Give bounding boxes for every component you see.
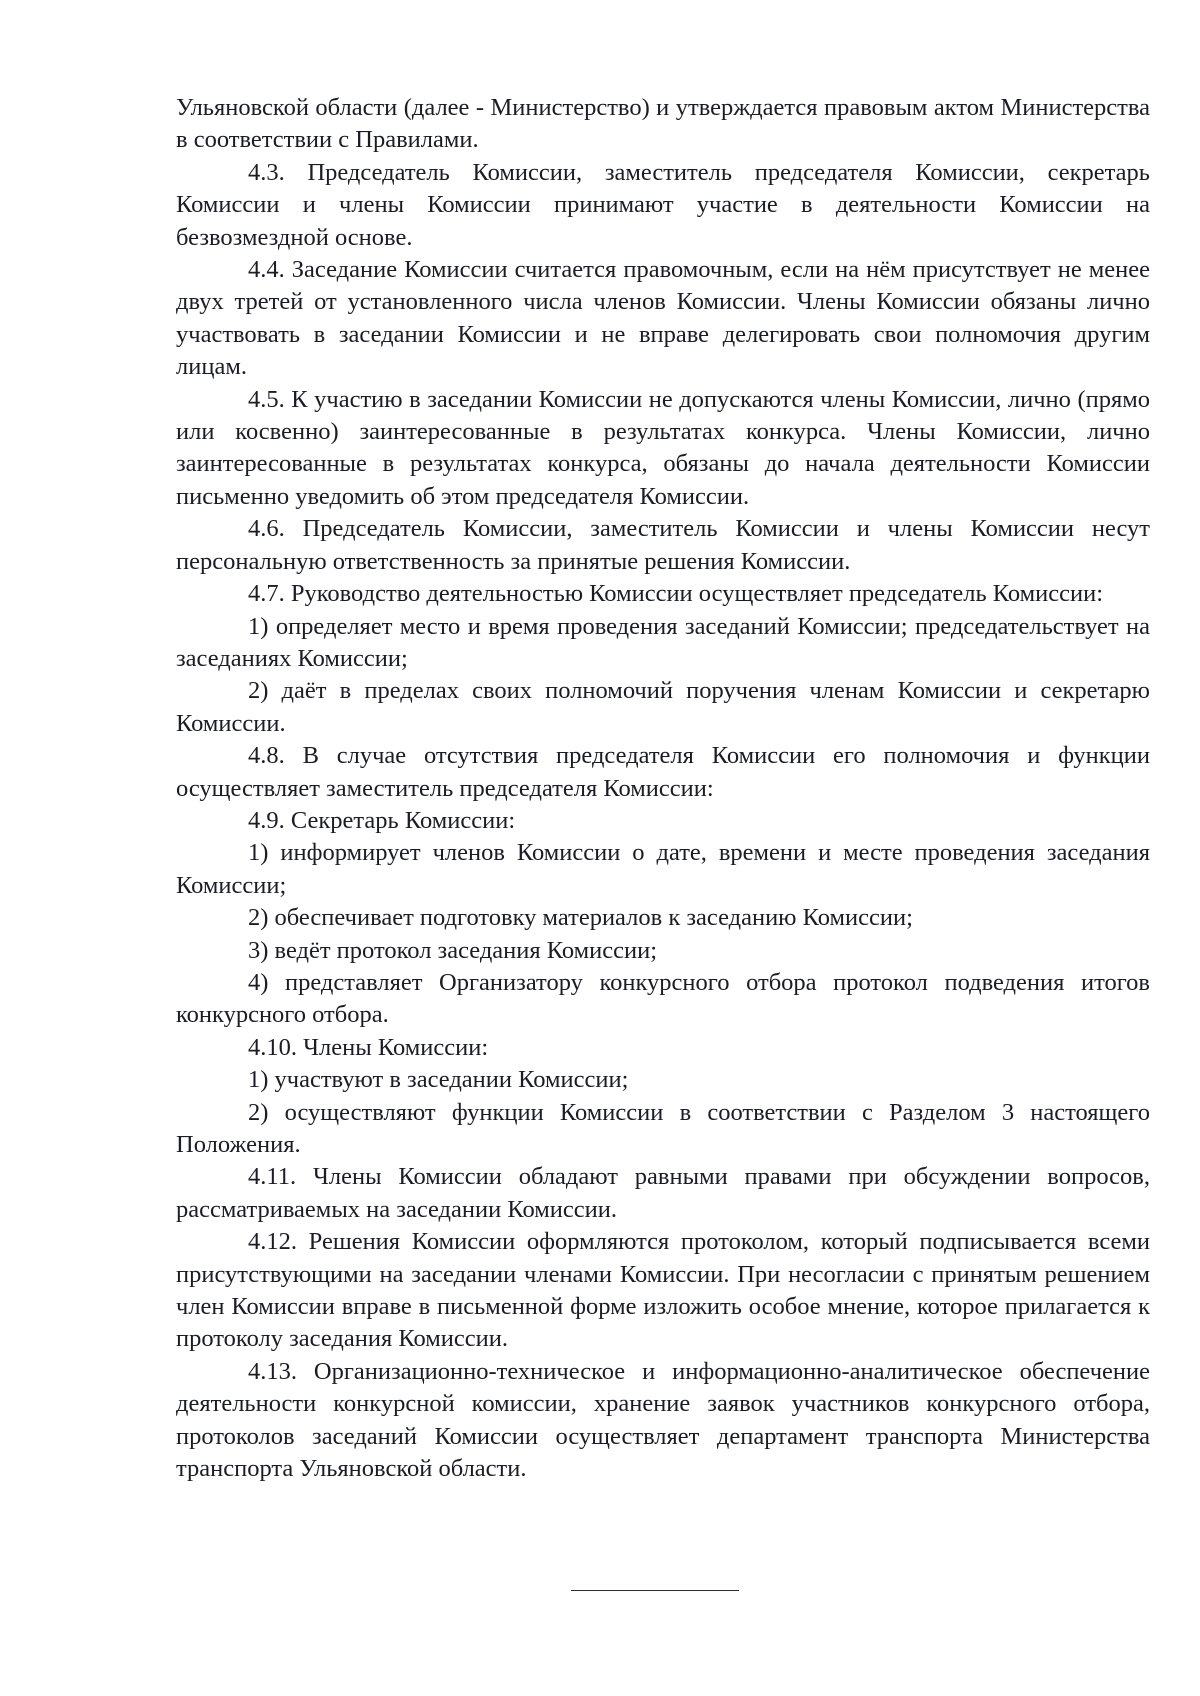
list-item-4-9-3: 3) ведёт протокол заседания Комиссии; (248, 936, 658, 964)
paragraph-4-8: 4.8. В случае отсутствия председателя Комиссии его полномочия и функции осуществляет заместитель председателя Комиссии: (176, 742, 1150, 802)
paragraph-4-12: 4.12. Решения Комиссии оформляются протоколом, который подписывается всеми присутствующими на заседании членами Комиссии. При несогласии с принятым решением член Комиссии вправе в письменной форме изложить особое мнение, которое прилагается к протоколу заседания Комиссии. (176, 1228, 1150, 1353)
paragraph-4-11: 4.11. Члены Комиссии обладают равными правами при обсуждении вопросов, рассматриваемых на заседании Комиссии. (176, 1163, 1150, 1223)
paragraph-4-6: 4.6. Председатель Комиссии, заместитель Комиссии и члены Комиссии несут персональную ответственность за принятые решения Комиссии. (176, 515, 1150, 575)
list-item-4-7-1: 1) определяет место и время проведения заседаний Комиссии; председательствует на заседаниях Комиссии; (176, 612, 1150, 672)
paragraph-4-7: 4.7. Руководство деятельностью Комиссии осуществляет председатель Комиссии: (248, 580, 1104, 608)
paragraph-4-9: 4.9. Секретарь Комиссии: (248, 806, 516, 834)
paragraph-4-3: 4.3. Председатель Комиссии, заместитель председателя Комиссии, секретарь Комиссии и члены Комиссии принимают участие в деятельности Комиссии на безвозмездной основе. (176, 158, 1150, 251)
list-item-4-10-1: 1) участвуют в заседании Комиссии; (248, 1066, 629, 1094)
list-item-4-9-1: 1) информирует членов Комиссии о дате, времени и месте проведения заседания Комиссии; (176, 839, 1150, 899)
paragraph-4-5: 4.5. К участию в заседании Комиссии не допускаются члены Комиссии, лично (прямо или косвенно) заинтересованные в результатах конкурса. Члены Комиссии, лично заинтересованные в результатах конкурса, обязаны до начала деятельности Комиссии письменно уведомить об этом председателя Комиссии. (176, 385, 1150, 510)
paragraph-4-10: 4.10. Члены Комиссии: (248, 1033, 489, 1061)
list-item-4-9-2: 2) обеспечивает подготовку материалов к заседанию Комиссии; (248, 904, 913, 932)
end-of-document-rule (571, 1590, 739, 1591)
list-item-4-9-4: 4) представляет Организатору конкурсного отбора протокол подведения итогов конкурсного отбора. (176, 968, 1150, 1029)
list-item-4-10-2: 2) осуществляют функции Комиссии в соответствии с Разделом 3 настоящего Положения. (176, 1098, 1150, 1158)
document-body (176, 92, 1150, 1485)
list-item-4-7-2: 2) даёт в пределах своих полномочий поручения членам Комиссии и секретарю Комиссии. (176, 677, 1150, 737)
paragraph-4-2-continuation: Ульяновской области (далее - Министерство) и утверждается правовым актом Министерства в соответствии с Правилами. (176, 94, 1150, 154)
paragraph-4-4: 4.4. Заседание Комиссии считается правомочным, если на нём присутствует не менее двух третей от установленного числа членов Комиссии. Члены Комиссии обязаны лично участвовать в заседании Комиссии и не вправе делегировать свои полномочия другим лицам. (176, 256, 1150, 381)
paragraph-4-13: 4.13. Организационно-техническое и информационно-аналитическое обеспечение деятельности конкурсной комиссии, хранение заявок участников конкурсного отбора, протоколов заседаний Комиссии осуществляет департамент транспорта Министерства транспорта Ульяновской области. (176, 1357, 1150, 1483)
